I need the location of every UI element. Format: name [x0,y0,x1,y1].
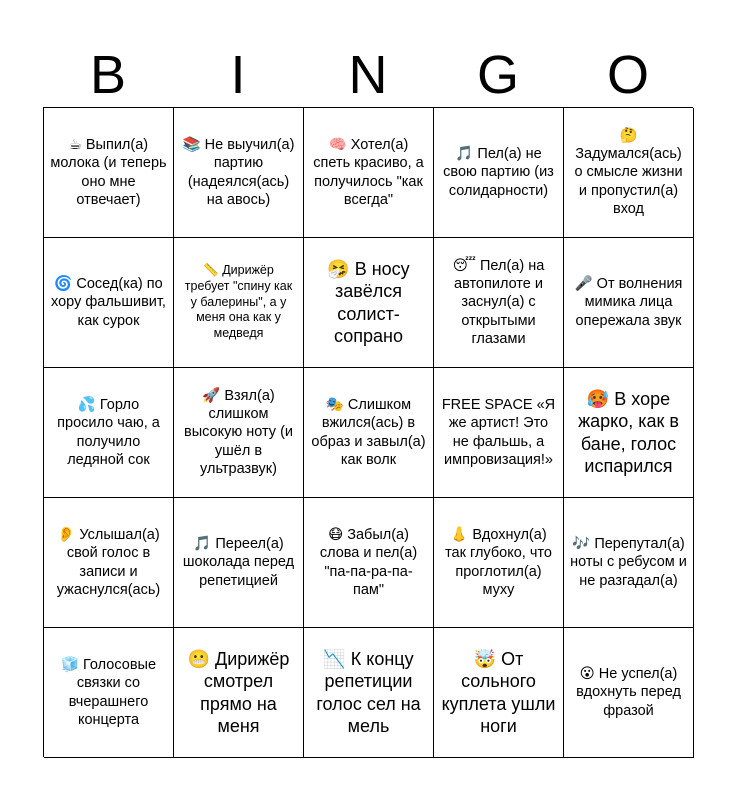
bingo-cell[interactable] [304,368,434,498]
bingo-cell[interactable] [564,498,694,628]
cell-text: 📏 Дирижёр требует "спину как у балерины", а у меня она как у медведя [184,263,293,340]
header-letter-i: I [230,45,246,105]
cell-text: 🤯 От сольного куплета ушли ноги [441,648,556,736]
cell-text: 🚀 Взял(а) слишком высокую ноту (и ушёл в ультразвук) [183,388,294,477]
bingo-cell[interactable] [174,498,304,628]
header-letter-b: B [89,45,127,105]
bingo-cell[interactable] [174,238,304,368]
bingo-cell[interactable] [304,628,434,758]
cell-text: 🥵 В хоре жарко, как в бане, голос испарился [578,388,679,476]
free-space-cell[interactable] [434,368,564,498]
bingo-cell[interactable] [44,108,174,238]
bingo-cell[interactable] [44,628,174,758]
bingo-cell[interactable] [304,108,434,238]
cell-text: 📚 Не выучил(а) партию (надеялся(ась) на авось) [182,137,295,208]
bingo-cell[interactable] [564,628,694,758]
cell-text: 🤔 Задумался(ась) о смысле жизни и пропустил(а) вход [574,128,683,217]
cell-text: 🎵 Пел(а) не свою партию (из солидарности) [443,146,554,199]
bingo-cell[interactable] [174,108,304,238]
bingo-grid [43,107,693,757]
bingo-cell[interactable] [434,108,564,238]
header-letter-n: N [348,45,388,105]
cell-text: 🎤 От волнения мимика лица опережала звук [574,276,683,329]
cell-text: 😮 Не успел(а) вдохнуть перед фразой [576,666,681,719]
cell-text: 🧊 Голосовые связки со вчерашнего концерта [60,657,157,728]
header-letter-o: O [606,45,649,105]
cell-text: FREE SPACE «Я же артист! Это не фальшь, а импровизация!» [441,397,556,468]
cell-text: 😷 Забыл(а) слова и пел(а) "па-па-ра-па-пам" [319,527,418,598]
bingo-cell[interactable] [434,628,564,758]
cell-text: 🎭 Слишком вжился(ась) в образ и завыл(а) как волк [311,397,426,468]
cell-text: 🎵 Переел(а) шоколада перед репетицией [182,536,295,589]
cell-text: 📉 К концу репетиции голос сел на мель [316,648,421,736]
cell-text: 💦 Горло просило чаю, а получило ледяной сок [57,397,160,468]
bingo-cell[interactable] [304,498,434,628]
cell-text: 🤧 В носу завёлся солист-сопрано [327,258,410,346]
cell-text: 🎶 Перепутал(а) ноты с ребусом и не разгадал(а) [570,536,687,589]
bingo-cell[interactable] [174,628,304,758]
bingo-cell[interactable] [174,368,304,498]
bingo-cell[interactable] [44,498,174,628]
bingo-cell[interactable] [434,238,564,368]
cell-text: 👃 Вдохнул(а) так глубоко, что проглотил(а) муху [445,527,552,598]
cell-text: 😬 Дирижёр смотрел прямо на меня [187,648,290,736]
header-letter-g: G [476,45,519,105]
bingo-cell[interactable] [44,238,174,368]
cell-text: ☕ Выпил(а) молока (и теперь оно мне отвечает) [50,137,167,208]
cell-text: 🧠 Хотел(а) спеть красиво, а получилось "как всегда" [313,137,424,208]
cell-text: 👂 Услышал(а) свой голос в записи и ужаснулся(ась) [56,527,161,598]
bingo-cell[interactable] [304,238,434,368]
bingo-header [43,44,693,106]
bingo-cell[interactable] [434,498,564,628]
cell-text: 🌀 Сосед(ка) по хору фальшивит, как сурок [51,276,166,329]
bingo-cell[interactable] [44,368,174,498]
cell-text: 😴 Пел(а) на автопилоте и заснул(а) с открытыми глазами [452,258,545,347]
bingo-cell[interactable] [564,108,694,238]
bingo-cell[interactable] [564,238,694,368]
bingo-cell[interactable] [564,368,694,498]
